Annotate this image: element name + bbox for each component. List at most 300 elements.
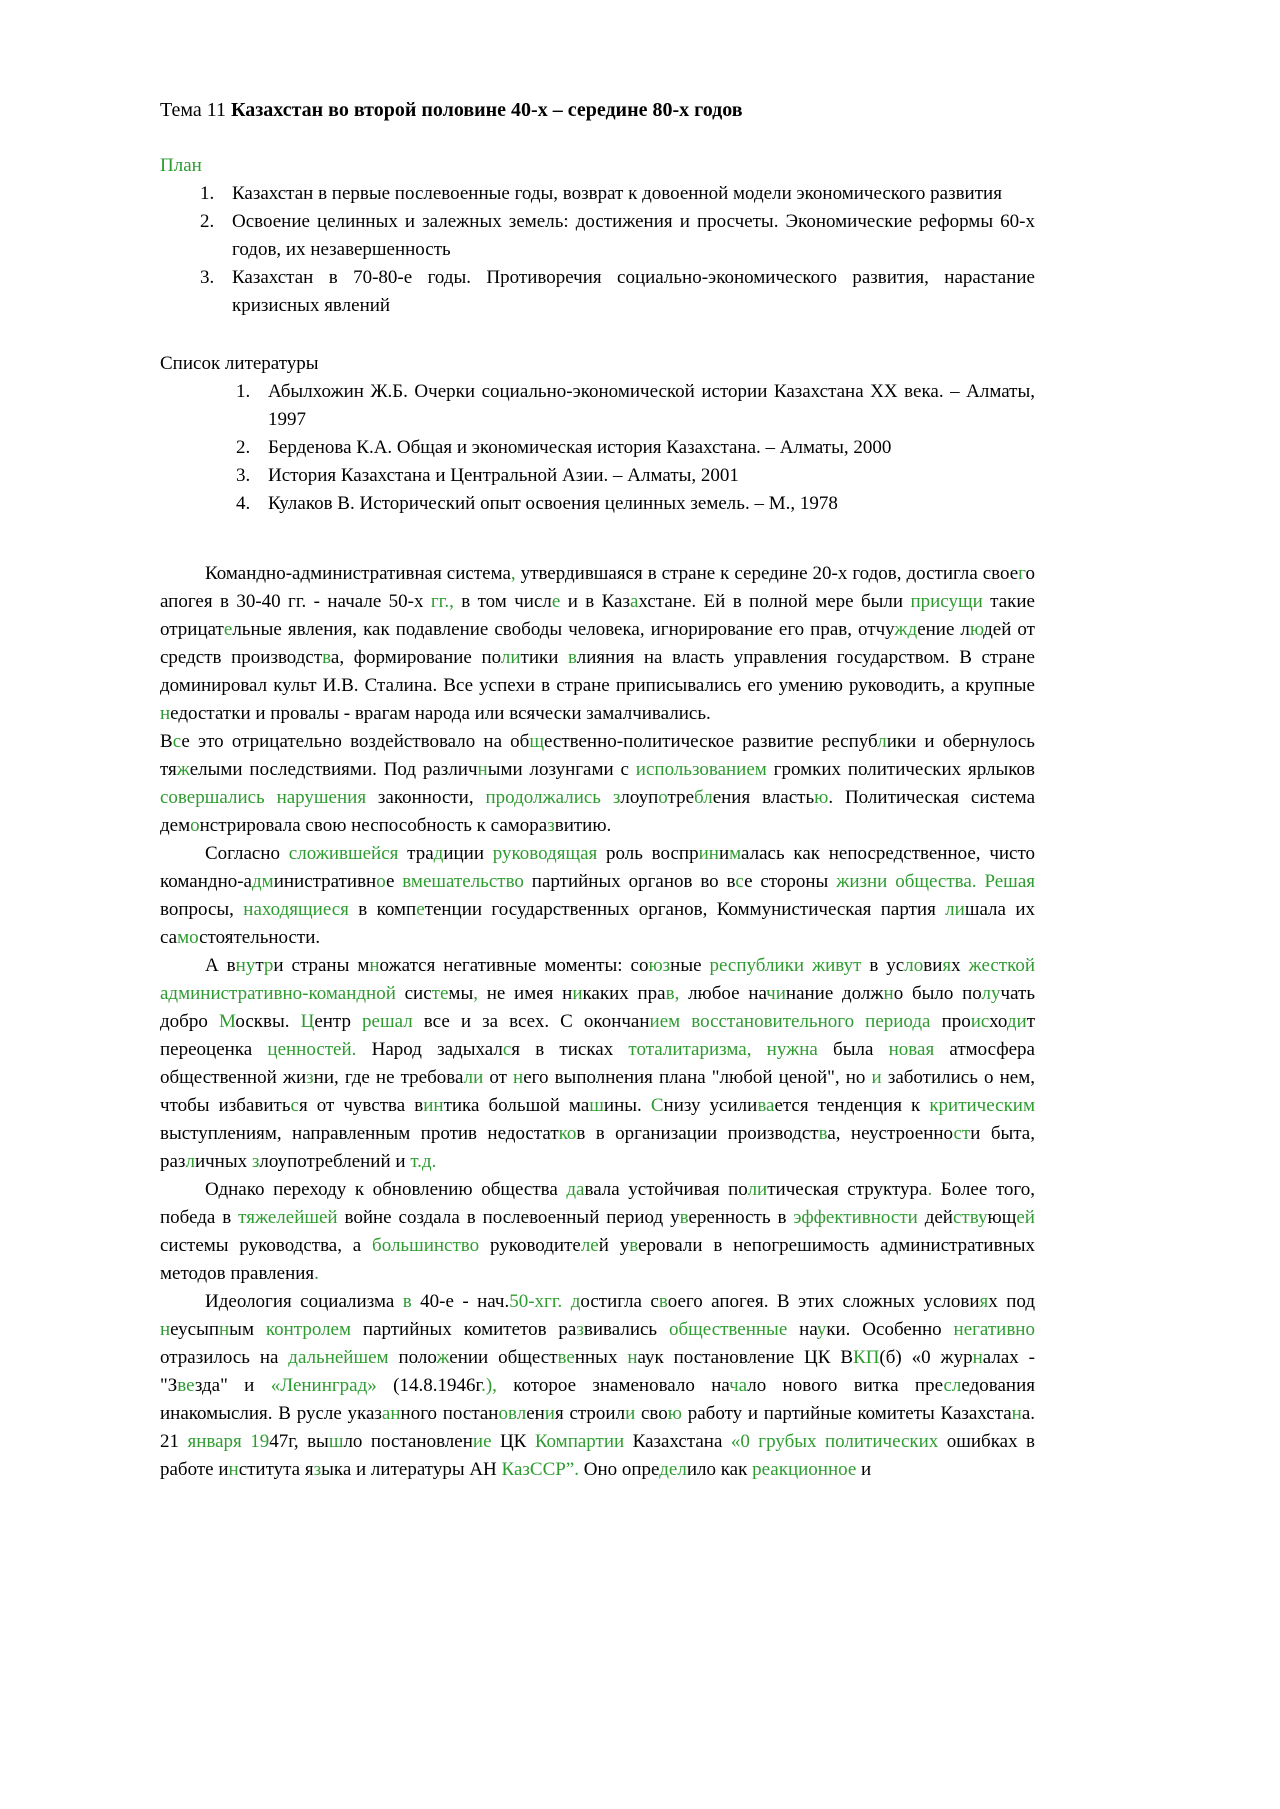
- literature-item-number: 3.: [236, 465, 251, 486]
- text-run: [601, 787, 613, 808]
- text-run: Казахстана: [624, 1431, 731, 1452]
- text-run: х под: [988, 1291, 1036, 1312]
- text-run-green: ва: [757, 1095, 775, 1116]
- text-run: Идеология социализма: [205, 1291, 403, 1312]
- text-run: оего апогея. В этих сложных услови: [667, 1291, 980, 1312]
- literature-item-number: 4.: [236, 493, 251, 514]
- text-run: войне создала в послевоенный период у: [337, 1207, 680, 1228]
- text-run: атмосфера общественной жи: [160, 1039, 1035, 1088]
- text-run: заботились о нем, чтобы избавить: [160, 1067, 1035, 1116]
- text-run-green: г: [1018, 563, 1026, 584]
- literature-item-number: 1.: [236, 381, 251, 402]
- plan-list: [200, 180, 1035, 320]
- text-run: каких пра: [582, 983, 666, 1004]
- text-run-green: «0 грубых политических: [730, 1431, 939, 1452]
- text-run-green: эффективности: [793, 1207, 918, 1228]
- text-run: отразилось на: [160, 1347, 289, 1368]
- literature-item-number: 2.: [236, 437, 251, 458]
- text-run-green: жизни общества.: [836, 871, 977, 892]
- text-run-green: н: [1011, 1403, 1022, 1424]
- text-run-green: ин: [698, 843, 719, 864]
- text-run: партийных органов во в: [523, 871, 736, 892]
- plan-item-number: 1.: [200, 183, 215, 204]
- text-run: ении общест: [449, 1347, 558, 1368]
- text-run-green: ча: [729, 1375, 748, 1396]
- text-run-green: л: [185, 1151, 195, 1172]
- text-run: елыми последствиями. Под различ: [189, 759, 478, 780]
- text-run-green: у: [816, 1319, 827, 1340]
- text-run: еренность в: [688, 1207, 794, 1228]
- text-run: Народ задыхал: [356, 1039, 503, 1060]
- text-run: а, неустроенно: [827, 1123, 954, 1144]
- text-run: не имея н: [477, 983, 573, 1004]
- text-run-green: использованием: [635, 759, 767, 780]
- text-run: которое знаменовало на: [496, 1375, 730, 1396]
- text-run: . Политическая система дем: [160, 787, 1036, 836]
- text-run: на: [787, 1319, 817, 1340]
- text-run-green: с: [172, 731, 182, 752]
- text-run-green: з: [306, 1067, 314, 1088]
- text-run: нание долж: [785, 983, 884, 1004]
- text-run-green: руководящая: [492, 843, 598, 864]
- text-run: ные: [670, 955, 710, 976]
- text-run-green: большинство: [372, 1235, 480, 1256]
- title-prefix: Тема 11: [160, 99, 231, 121]
- text-run-green: ж: [176, 759, 190, 780]
- text-run: ожатся негативные моменты: со: [379, 955, 649, 976]
- text-run-green: ли: [945, 899, 965, 920]
- plan-item-text: Казахстан в 70-80-е годы. Противоречия социально-экономического развития, нарастание кризисных явлений: [232, 267, 1035, 316]
- literature-item: [236, 378, 1035, 434]
- text-run-green: з: [612, 787, 621, 808]
- text-run: ения власть: [712, 787, 815, 808]
- text-run-green: т.д.: [410, 1151, 437, 1172]
- text-run: в ус: [861, 955, 905, 976]
- text-run-green: .),: [481, 1375, 497, 1396]
- text-run-green: бл: [694, 787, 713, 808]
- text-run-green: восстановительного периода: [691, 1011, 931, 1032]
- text-run: е это отрицательно воздействовало на об: [181, 731, 530, 752]
- paragraph: [160, 728, 1035, 840]
- text-run: [562, 1291, 570, 1312]
- text-run-green: д: [570, 1291, 581, 1312]
- text-run-green: ш: [589, 1095, 604, 1116]
- plan-item-number: 2.: [200, 211, 215, 232]
- text-run: все и за всех. С окончан: [412, 1011, 650, 1032]
- text-run: еусып: [170, 1319, 219, 1340]
- text-run: й у: [598, 1235, 630, 1256]
- document-body: [160, 560, 1035, 1484]
- text-run: дей от средств производст: [160, 619, 1035, 668]
- text-run-green: республики живут: [709, 955, 862, 976]
- text-run-green: ш: [328, 1431, 344, 1452]
- text-run-green: тяжелейшей: [238, 1207, 338, 1228]
- text-run-green: в: [818, 1123, 828, 1144]
- text-run: ного постан: [400, 1403, 499, 1424]
- text-run-green: вмешательство: [402, 871, 524, 892]
- text-run: ющ: [987, 1207, 1017, 1228]
- text-run-green: о: [658, 787, 668, 808]
- text-run: выступлениям, направленным против недостат: [160, 1123, 559, 1144]
- text-run-green: ин: [423, 1095, 444, 1116]
- text-run: хо: [989, 1011, 1007, 1032]
- text-run: инистративн: [273, 871, 377, 892]
- text-run: ыка и литературы АН: [321, 1459, 502, 1480]
- text-run: законности,: [366, 787, 486, 808]
- text-run: системы руководства, а: [160, 1235, 373, 1256]
- text-run-green: совершались нарушения: [160, 787, 367, 808]
- plan-item-text: Освоение целинных и залежных земель: достижения и просчеты. Экономические реформы 60-х годов, их незавершенность: [232, 211, 1035, 260]
- text-run: нстрировала свою неспособность к самора: [199, 815, 548, 836]
- text-run: В: [160, 731, 173, 752]
- text-run-green: дальнейшем: [288, 1347, 389, 1368]
- text-run-green: а: [629, 591, 639, 612]
- text-run: алась как непосредственное, чисто командно-а: [160, 843, 1036, 892]
- text-run-green: ю: [969, 619, 984, 640]
- text-run-green: о: [190, 815, 200, 836]
- text-run: [242, 1431, 250, 1452]
- plan-item: [200, 180, 1035, 208]
- literature-item: [236, 490, 1035, 518]
- text-run-green: ли: [747, 1179, 768, 1200]
- text-run-green: ю: [814, 787, 829, 808]
- literature-item-text: История Казахстана и Центральной Азии. – Алматы, 2001: [268, 465, 739, 486]
- text-run: мы: [448, 983, 474, 1004]
- text-run-green: с: [735, 871, 745, 892]
- text-run-green: щ: [529, 731, 544, 752]
- text-run: (14.8.1946г: [376, 1375, 482, 1396]
- text-run-green: ст: [953, 1123, 971, 1144]
- text-run-green: е: [416, 899, 425, 920]
- text-run-green: з: [313, 1459, 322, 1480]
- text-run-green: .: [314, 1263, 319, 1284]
- literature-list: [236, 378, 1035, 518]
- text-run: ентр: [314, 1011, 363, 1032]
- text-run: о было по: [893, 983, 982, 1004]
- text-run: е стороны: [744, 871, 837, 892]
- text-run: ины.: [603, 1095, 651, 1116]
- paragraph: [160, 1176, 1035, 1288]
- text-run: ики и обернулось тя: [160, 731, 1035, 780]
- text-run: дей: [917, 1207, 953, 1228]
- text-run: 47г, вы: [269, 1431, 329, 1452]
- text-run: шала их са: [160, 899, 1035, 948]
- text-run-green: жд: [894, 619, 918, 640]
- text-run: ен: [526, 1403, 545, 1424]
- text-run-green: ло: [904, 955, 924, 976]
- text-run-green: контролем: [265, 1319, 352, 1340]
- text-run: чать добро: [160, 983, 1035, 1032]
- text-run: ыми лозунгами с: [487, 759, 636, 780]
- text-run: лоуп: [620, 787, 659, 808]
- text-run-green: КП: [853, 1347, 880, 1368]
- text-run: стоятельности.: [199, 927, 321, 948]
- document-title: [160, 96, 1035, 124]
- text-run: партийных комитетов ра: [351, 1319, 577, 1340]
- text-run-green: решал: [362, 1011, 413, 1032]
- text-run: в в организации производст: [576, 1123, 819, 1144]
- text-run: в комп: [348, 899, 417, 920]
- text-run-green: критическим: [929, 1095, 1035, 1116]
- text-run-green: сложившейся: [288, 843, 399, 864]
- text-run: А в: [205, 955, 236, 976]
- text-run: я от чувства в: [298, 1095, 424, 1116]
- text-run: тенции государственных органов, Коммунистическая партия: [424, 899, 946, 920]
- text-run: ым: [229, 1319, 266, 1340]
- text-run: льные явления, как подавление свободы человека, игнорирование его прав, отчу: [232, 619, 895, 640]
- literature-heading: Список литературы: [160, 353, 319, 374]
- title-main: Казахстан во второй половине 40-х – середине 80-х годов: [231, 99, 743, 121]
- text-run-green: дел: [659, 1459, 687, 1480]
- text-run: х: [951, 955, 969, 976]
- text-run-green: я: [979, 1291, 989, 1312]
- text-run: иции: [443, 843, 493, 864]
- text-run-green: «Ленинград»: [270, 1375, 377, 1396]
- text-run-green: н: [160, 703, 171, 724]
- text-run-green: ,: [473, 983, 478, 1004]
- text-run-green: н: [883, 983, 894, 1004]
- text-run-green: Компартии: [534, 1431, 625, 1452]
- plan-item: [200, 264, 1035, 320]
- text-run: и страны м: [273, 955, 370, 976]
- text-run-green: и: [572, 983, 583, 1004]
- text-run: от: [483, 1067, 514, 1088]
- text-run: нных: [574, 1347, 628, 1368]
- text-run-green: ан: [381, 1403, 401, 1424]
- text-run: осквы.: [235, 1011, 301, 1032]
- text-run: и быта, раз: [160, 1123, 1035, 1172]
- text-run-green: С: [650, 1095, 664, 1116]
- text-run: про: [930, 1011, 971, 1032]
- text-run-green: ве: [557, 1347, 575, 1368]
- text-run-green: ле: [580, 1235, 599, 1256]
- text-run-green: да: [566, 1179, 585, 1200]
- text-run: вала устойчивая по: [584, 1179, 748, 1200]
- text-run-green: января: [187, 1431, 242, 1452]
- text-run: едования инакомыслия. В русле указ: [160, 1375, 1035, 1424]
- text-run-green: те: [431, 983, 449, 1004]
- text-run: ичных: [194, 1151, 252, 1172]
- text-run-green: н: [513, 1067, 524, 1088]
- text-run-green: находящиеся: [243, 899, 349, 920]
- text-run-green: и: [544, 1403, 555, 1424]
- text-run: утвердившаяся в стране к середине 20-х годов, достигла свое: [515, 563, 1019, 584]
- text-run-green: .: [927, 1179, 933, 1200]
- text-run-green: и: [625, 1403, 636, 1424]
- text-run-green: овл: [498, 1403, 527, 1424]
- text-run-green: ди: [1006, 1011, 1027, 1032]
- text-run-green: чи: [766, 983, 786, 1004]
- text-run: аук постановление ЦК В: [637, 1347, 854, 1368]
- text-run-green: ну: [235, 955, 256, 976]
- text-run-green: присущи: [910, 591, 983, 612]
- plan-item: [200, 208, 1035, 264]
- text-run-green: с: [290, 1095, 299, 1116]
- text-run: хстане. Ей в полной мере были: [638, 591, 911, 612]
- text-run-green: в: [568, 647, 577, 668]
- text-run-green: н: [477, 759, 488, 780]
- text-run: тики: [520, 647, 569, 668]
- text-run: и: [856, 1459, 872, 1480]
- text-run-green: ли: [500, 647, 521, 668]
- text-run: в том числ: [453, 591, 552, 612]
- paragraph: [160, 952, 1035, 1176]
- text-run-green: ю: [667, 1403, 682, 1424]
- text-run-green: реакционное: [752, 1459, 857, 1480]
- text-run-green: юз: [648, 955, 671, 976]
- text-run: поло: [388, 1347, 437, 1368]
- text-run: Оно опре: [579, 1459, 660, 1480]
- text-run-green: р: [263, 955, 274, 976]
- text-run: 40-е - нач.: [411, 1291, 510, 1312]
- text-run: тическая структура: [767, 1179, 928, 1200]
- text-run: ение л: [917, 619, 970, 640]
- text-run-green: ием: [649, 1011, 681, 1032]
- text-run: вивались: [583, 1319, 669, 1340]
- text-run-green: ж: [436, 1347, 450, 1368]
- text-run-green: в: [322, 647, 331, 668]
- text-run-green: М: [218, 1011, 236, 1032]
- text-run: е: [385, 871, 403, 892]
- literature-item: [236, 434, 1035, 462]
- text-run: Командно-административная система: [205, 563, 511, 584]
- text-run-green: гг.,: [430, 591, 454, 612]
- text-run-green: л: [877, 731, 887, 752]
- text-run-green: н: [627, 1347, 638, 1368]
- text-run-green: общественные: [668, 1319, 788, 1340]
- text-run-green: н: [972, 1347, 983, 1368]
- literature-item-text: Кулаков В. Исторический опыт освоения целинных земель. – М., 1978: [268, 493, 838, 514]
- text-run-green: негативно: [953, 1319, 1035, 1340]
- text-run: ви: [923, 955, 943, 976]
- text-run: ошибках в работе и: [160, 1431, 1036, 1480]
- text-run-green: жесткой административно-командной: [160, 955, 1036, 1004]
- text-run-green: ко: [558, 1123, 577, 1144]
- text-run-green: ству: [952, 1207, 988, 1228]
- text-run-green: лу: [981, 983, 1001, 1004]
- text-run-green: в: [679, 1207, 689, 1228]
- text-run: [680, 1011, 691, 1032]
- text-run-green: 50-хгг.: [509, 1291, 563, 1312]
- text-run: его выполнения плана "любой ценой", но: [523, 1067, 872, 1088]
- text-run-green: ве: [177, 1375, 195, 1396]
- text-run-green: е: [223, 619, 233, 640]
- text-run: низу усили: [663, 1095, 758, 1116]
- text-run: лияния на власть управления государством. В стране доминировал культ И.В. Сталина. Все успехи в стране приписывались его умению руководить, а крупные: [160, 647, 1035, 696]
- paragraph: [160, 840, 1035, 952]
- text-run-green: мо: [177, 927, 200, 948]
- text-run-green: тоталитаризма, нужна: [628, 1039, 818, 1060]
- text-run: была: [817, 1039, 889, 1060]
- text-run-green: н: [369, 955, 380, 976]
- text-run-green: з: [547, 815, 555, 836]
- plan-item-text: Казахстан в первые послевоенные годы, возврат к довоенной модели экономического развития: [232, 183, 1002, 204]
- text-run-green: ли: [463, 1067, 484, 1088]
- text-run-green: е: [551, 591, 561, 612]
- text-run-green: в,: [665, 983, 680, 1004]
- text-run: ило как: [686, 1459, 753, 1480]
- text-run: ется тенденция к: [774, 1095, 930, 1116]
- text-run-green: н: [160, 1319, 171, 1340]
- text-run: а, формирование по: [330, 647, 501, 668]
- literature-item-text: Берденова К.А. Общая и экономическая история Казахстана. – Алматы, 2000: [268, 437, 892, 458]
- text-run: громких политических ярлыков: [766, 759, 1035, 780]
- text-run: Однако переходу к обновлению общества: [205, 1179, 567, 1200]
- text-run: руководите: [479, 1235, 581, 1256]
- text-run: тика большой ма: [443, 1095, 590, 1116]
- text-run-green: в: [629, 1235, 639, 1256]
- plan-item-number: 3.: [200, 267, 215, 288]
- text-run: ло нового витка пре: [747, 1375, 944, 1396]
- text-run-green: новая: [888, 1039, 935, 1060]
- paragraph: [160, 560, 1035, 728]
- text-run: любое на: [679, 983, 767, 1004]
- paragraph: [160, 1288, 1035, 1484]
- text-run: я строил: [554, 1403, 626, 1424]
- text-run: Согласно: [205, 843, 289, 864]
- text-run: и: [718, 843, 730, 864]
- text-run: зда" и: [194, 1375, 271, 1396]
- text-run: ки. Особенно: [826, 1319, 954, 1340]
- plan-heading: План: [160, 155, 202, 176]
- text-run: сво: [635, 1403, 668, 1424]
- text-run: тра: [398, 843, 434, 864]
- text-run-green: Ц: [300, 1011, 315, 1032]
- literature-item-text: Абылхожин Ж.Б. Очерки социально-экономической истории Казахстана XX века. – Алматы, 1997: [268, 381, 1035, 430]
- text-run: ло постановлен: [343, 1431, 473, 1452]
- text-run-green: з: [251, 1151, 260, 1172]
- text-run-green: ценностей.: [267, 1039, 357, 1060]
- text-run-green: КазССР”.: [501, 1459, 579, 1480]
- text-run: т переоценка: [160, 1011, 1036, 1060]
- text-run-green: м: [729, 843, 742, 864]
- text-run: роль воспр: [597, 843, 699, 864]
- text-run-green: в: [658, 1291, 668, 1312]
- text-run: я в тисках: [511, 1039, 629, 1060]
- text-run: вопросы,: [160, 899, 244, 920]
- text-run-green: я: [942, 955, 952, 976]
- text-run-green: ей: [1016, 1207, 1035, 1228]
- text-run: ститута я: [238, 1459, 314, 1480]
- text-run: лоупотреблений и: [259, 1151, 411, 1172]
- text-run: ЦК: [491, 1431, 535, 1452]
- text-run-green: 19: [250, 1431, 270, 1452]
- text-run: а. 21: [160, 1403, 1036, 1452]
- text-run: алах - "З: [160, 1347, 1036, 1396]
- text-run-green: в: [402, 1291, 412, 1312]
- text-run: такие отрицат: [160, 591, 1035, 640]
- text-run: Более того, победа в: [160, 1179, 1035, 1228]
- text-run: витию.: [554, 815, 612, 836]
- text-run-green: дм: [252, 871, 274, 892]
- text-run-green: сл: [943, 1375, 962, 1396]
- text-run: сис: [395, 983, 432, 1004]
- text-run: (б) «0 жур: [879, 1347, 973, 1368]
- text-run: едостатки и провалы - врагам народа или всячески замалчивались.: [170, 703, 711, 724]
- text-run-green: н: [219, 1319, 230, 1340]
- text-run: ественно-политическое развитие респуб: [543, 731, 878, 752]
- text-run-green: о: [376, 871, 386, 892]
- text-run: и в Каз: [560, 591, 630, 612]
- text-run-green: продолжались: [485, 787, 601, 808]
- literature-item: [236, 462, 1035, 490]
- text-run: работу и партийные комитеты Казахста: [681, 1403, 1012, 1424]
- text-run: т: [255, 955, 264, 976]
- text-run-green: ,: [510, 563, 516, 584]
- text-run-green: Решая: [984, 871, 1035, 892]
- text-run-green: с: [502, 1039, 512, 1060]
- text-run: тре: [667, 787, 695, 808]
